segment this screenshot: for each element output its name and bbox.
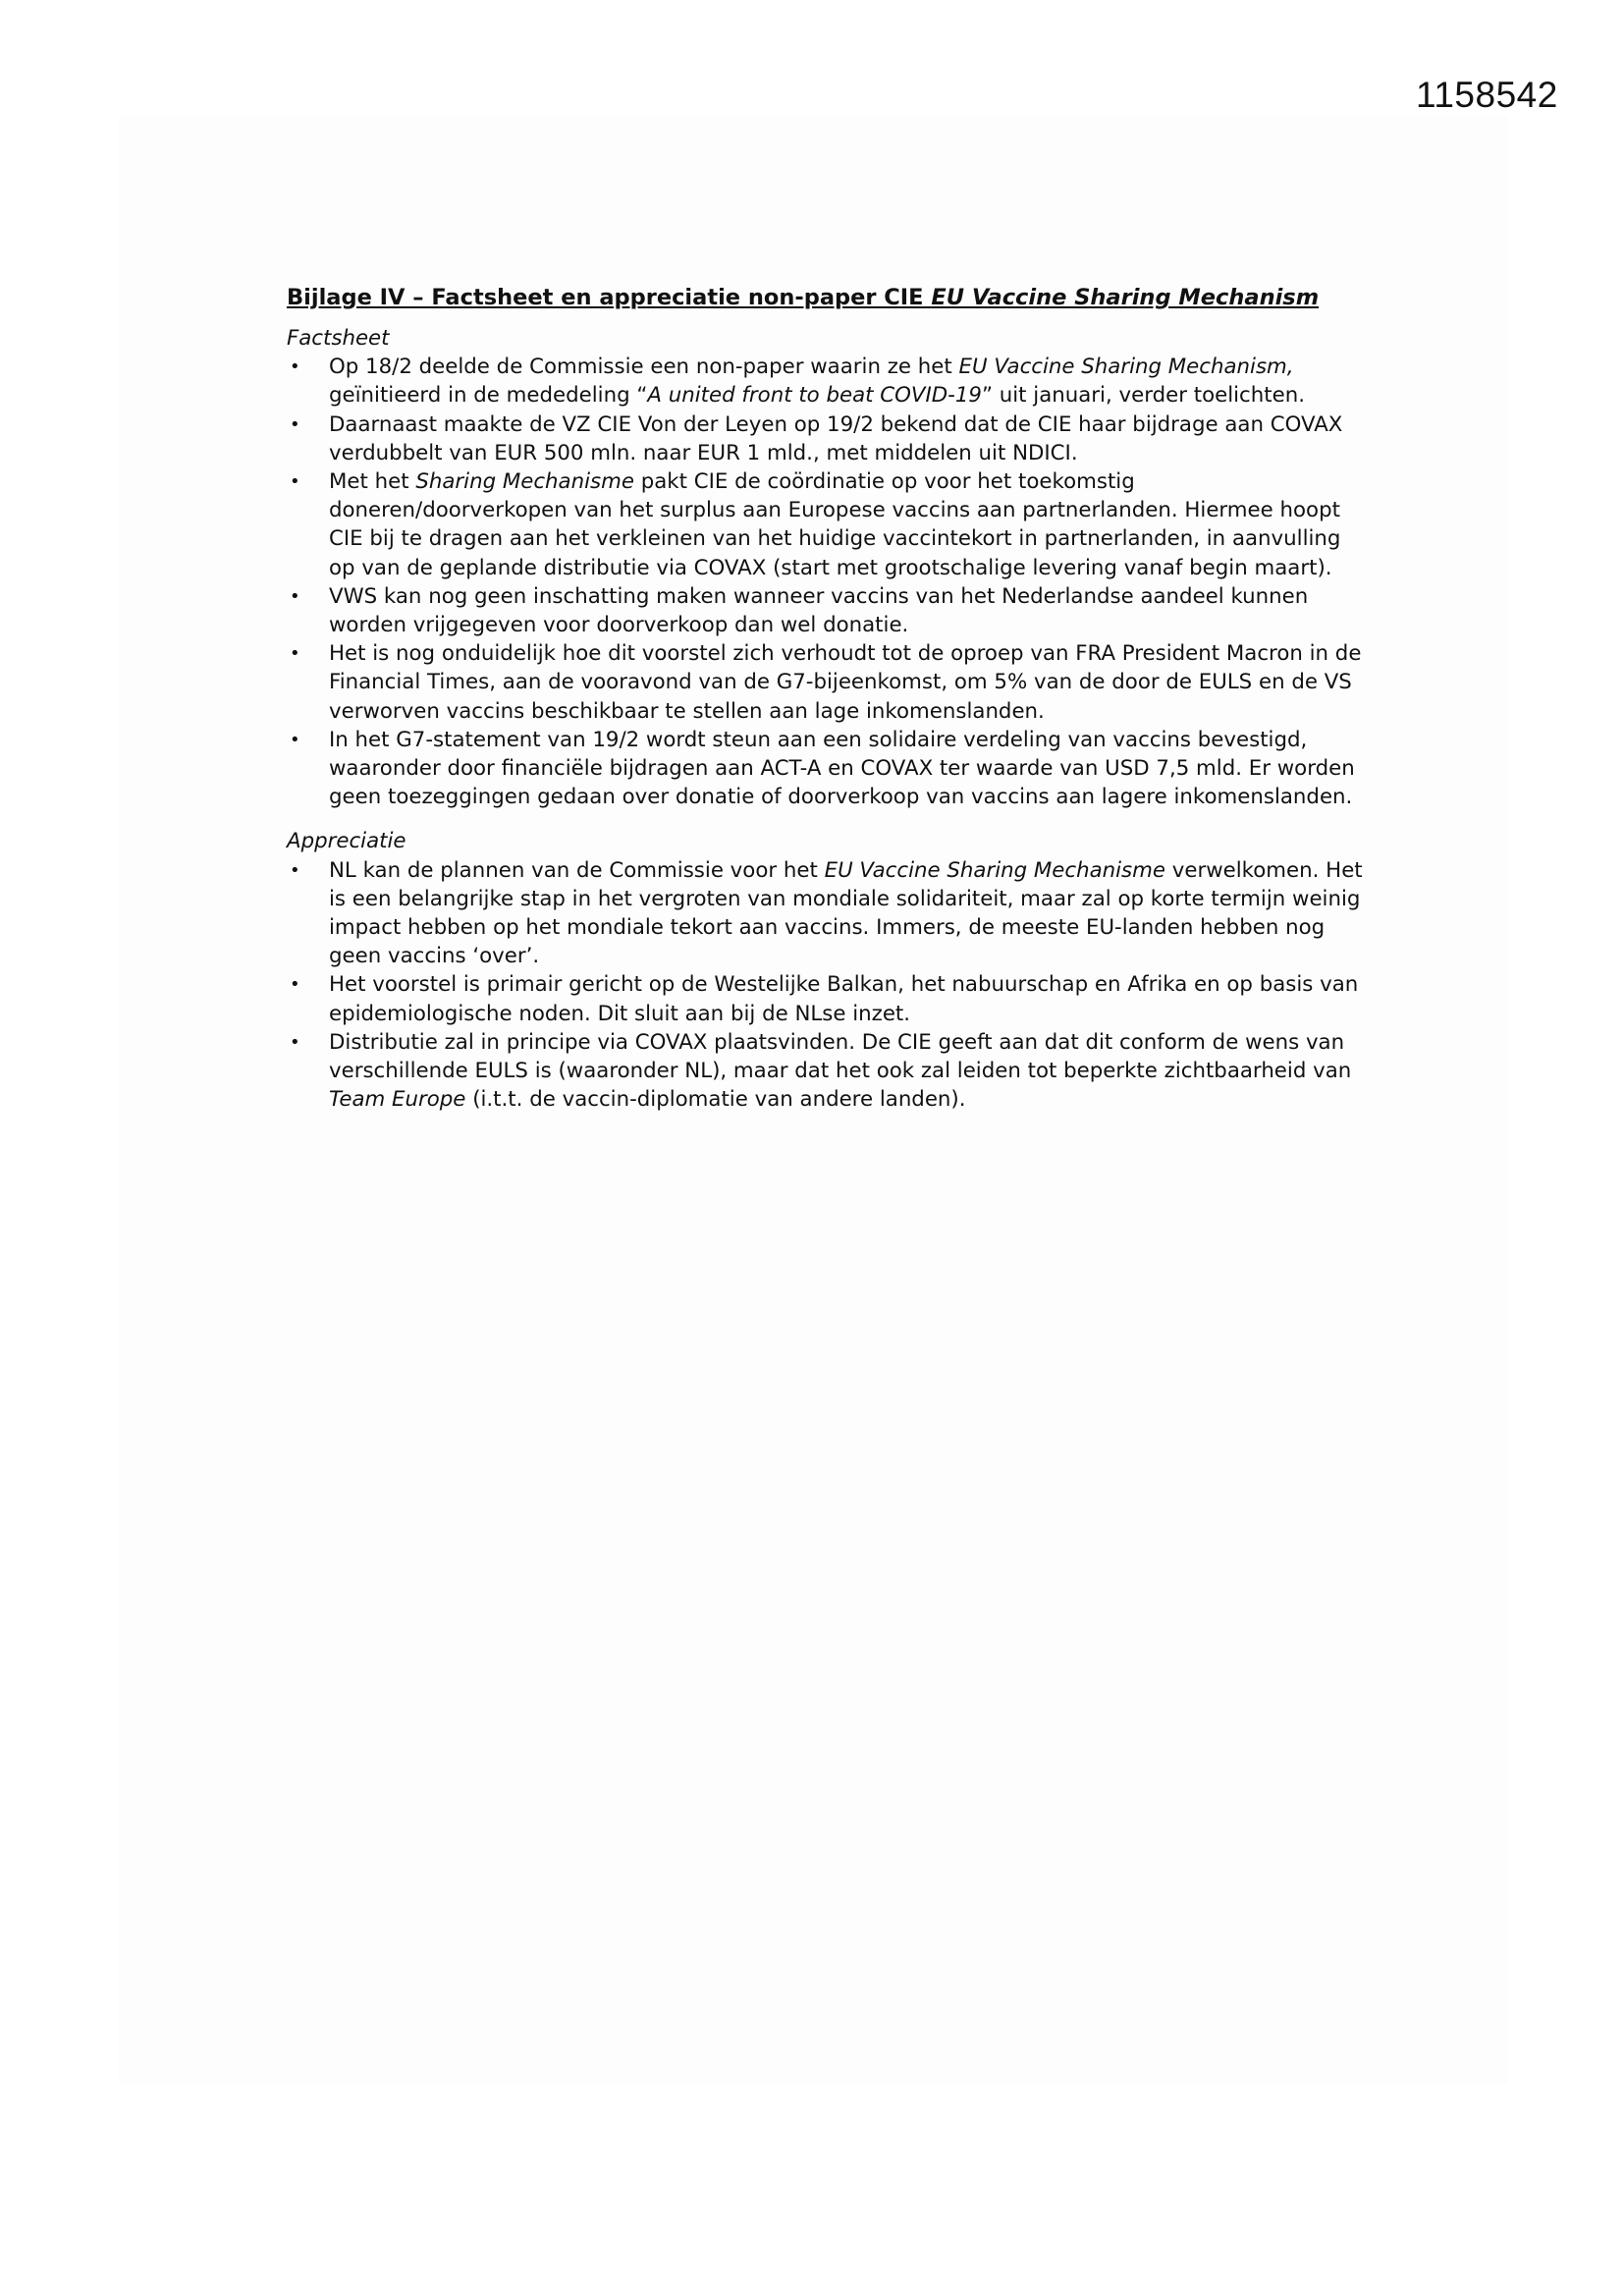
item-text: NL kan de plannen van de Commissie voor het	[329, 857, 825, 883]
appreciatie-list	[287, 856, 1367, 1115]
list-item	[287, 410, 1367, 467]
list-item	[287, 467, 1367, 582]
factsheet-list	[287, 353, 1367, 811]
item-text: Met het	[329, 469, 416, 495]
list-item	[287, 1028, 1367, 1115]
document-body	[287, 283, 1367, 1129]
item-text-italic: EU Vaccine Sharing Mechanisme	[824, 857, 1166, 883]
section-heading-appreciatie: Appreciatie	[287, 829, 406, 854]
item-text: Daarnaast maakte de VZ CIE Von der Leyen op 19/2 bekend dat de CIE haar bijdrage aan COVAX verdubbelt van EUR 500 mln. naar EUR 1 mld., met middelen uit NDICI.	[329, 411, 1343, 465]
title-italic-text: EU Vaccine Sharing Mechanism	[931, 285, 1320, 310]
item-text: verwelkomen. Het is een belangrijke stap in het vergroten van mondiale solidariteit, maar zal op korte termijn weinig impact hebben op het mondiale tekort aan vaccins. Immers, de meeste EU-landen hebben nog geen vaccins ‘over’.	[329, 857, 1363, 969]
document-id: 1158542	[1416, 75, 1558, 115]
list-item	[287, 582, 1367, 639]
item-text: (i.t.t. de vaccin-diplomatie van andere landen).	[465, 1087, 966, 1113]
section-heading-factsheet: Factsheet	[287, 326, 390, 351]
item-text: pakt CIE de coördinatie op voor het toekomstig doneren/doorverkopen van het surplus aan Europese vaccins aan partnerlanden. Hiermee hoopt CIE bij te dragen aan het verkleinen van het huidige vaccintekort in partnerlanden, in aanvulling op van de geplande distributie via COVAX (start met grootschalige levering vanaf begin maart).	[329, 469, 1341, 580]
list-item	[287, 970, 1367, 1027]
list-item	[287, 353, 1367, 410]
item-text: geïnitieerd in de mededeling “	[329, 383, 648, 409]
item-text: In het G7-statement van 19/2 wordt steun aan een solidaire verdeling van vaccins bevestigd, waaronder door financiële bijdragen aan ACT-A en COVAX ter waarde van USD 7,5 mld. Er worden geen toezeggingen gedaan over donatie of doorverkoop van vaccins aan lagere inkomenslanden.	[329, 727, 1355, 810]
bullet-icon: •	[290, 643, 300, 665]
item-text-italic: Sharing Mechanisme	[415, 469, 634, 495]
list-item	[287, 726, 1367, 812]
bullet-icon: •	[290, 1031, 300, 1053]
item-text-italic: A united front to beat COVID-19	[647, 383, 982, 409]
bullet-icon: •	[290, 859, 300, 881]
item-text: Het is nog onduidelijk hoe dit voorstel zich verhoudt tot de oproep van FRA President Macron in de Financial Times, aan de vooravond van de G7-bijeenkomst, om 5% van de door de EULS en de VS verworven vaccins beschikbaar te stellen aan lage inkomenslanden.	[329, 641, 1362, 724]
item-text: ” uit januari, verder toelichten.	[981, 383, 1305, 409]
title-text: Bijlage IV – Factsheet en appreciatie non-paper CIE	[287, 285, 932, 310]
item-text: VWS kan nog geen inschatting maken wanneer vaccins van het Nederlandse aandeel kunnen worden vrijgegeven voor doorverkoop dan wel donatie.	[329, 583, 1309, 638]
item-text: Op 18/2 deelde de Commissie een non-paper waarin ze het	[329, 355, 959, 380]
bullet-icon: •	[290, 413, 300, 435]
item-text-italic: Team Europe	[329, 1087, 466, 1113]
item-text: Distributie zal in principe via COVAX plaatsvinden. De CIE geeft aan dat dit conform de wens van verschillende EULS is (waaronder NL), maar dat het ook zal leiden tot beperkte zichtbaarheid van	[329, 1029, 1352, 1084]
item-text: Het voorstel is primair gericht op de Westelijke Balkan, het nabuurschap en Afrika en op basis van epidemiologische noden. Dit sluit aan bij de NLse inzet.	[329, 972, 1359, 1026]
bullet-icon: •	[290, 974, 300, 996]
bullet-icon: •	[290, 585, 300, 607]
bullet-icon: •	[290, 471, 300, 493]
item-text-italic: EU Vaccine Sharing Mechanism,	[958, 355, 1294, 380]
document-title	[287, 283, 1367, 312]
list-item	[287, 639, 1367, 726]
list-item	[287, 856, 1367, 971]
bullet-icon: •	[290, 356, 300, 378]
bullet-icon: •	[290, 729, 300, 750]
